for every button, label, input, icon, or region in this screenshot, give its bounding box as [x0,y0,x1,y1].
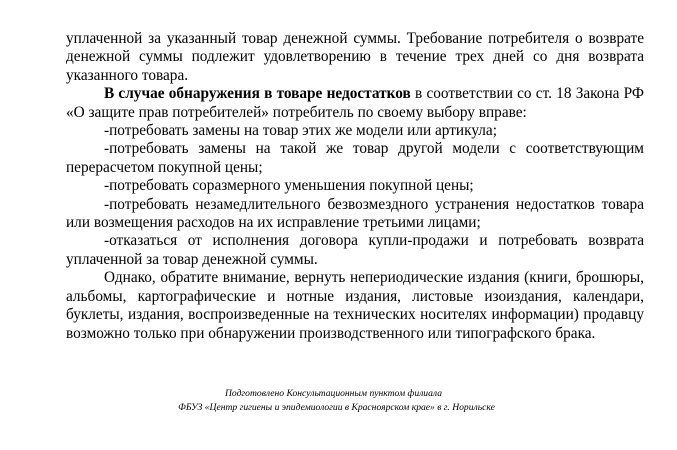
defects-intro-text: в соответствии со ст. 18 Закона РФ «О защите прав потребителей» потребитель по своему выбору вправе: [66,85,644,121]
list-item-price-reduction: -потребовать соразмерного уменьшения покупной цены; [104,177,474,195]
footer-organization: ФБУЗ «Центр гигиены и эпидемиологии в Красноярском крае» в г. Норильске [178,402,495,413]
paragraph-refund-terms: уплаченной за указанный товар денежной суммы. Требование потребителя о возврате денежной суммы подлежит удовлетворению в течение трех дней со дня возврата указанного товара. [66,30,644,84]
paragraph-non-periodical-notice: Однако, обратите внимание, вернуть непериодические издания (книги, брошюры, альбомы, картографические и нотные издания, листовые изоиздания, календари, буклеты, издания, воспроизведенные на технических носителях информации) продавцу возможно только при обнаружении производственного или типографского брака. [66,269,644,342]
document-body [66,30,644,343]
list-item-contract-termination: -отказаться от исполнения договора купли-продажи и потребовать возврата уплаченной за товар денежной суммы. [66,232,644,268]
defects-heading: В случае обнаружения в товаре недостатков [104,85,411,103]
footer-prepared-by: Подготовлено Консультационным пунктом филиала [224,388,442,399]
list-item-replace-same-model: -потребовать замены на товар этих же модели или артикула; [104,122,497,140]
list-item-replace-other-model: -потребовать замены на такой же товар другой модели с соответствующим перерасчетом покупной цены; [66,140,644,176]
list-item-free-repair: -потребовать незамедлительного безвозмездного устранения недостатков товара или возмещения расходов на их исправление третьими лицами; [66,195,644,232]
paragraph-defects-intro [66,85,644,122]
